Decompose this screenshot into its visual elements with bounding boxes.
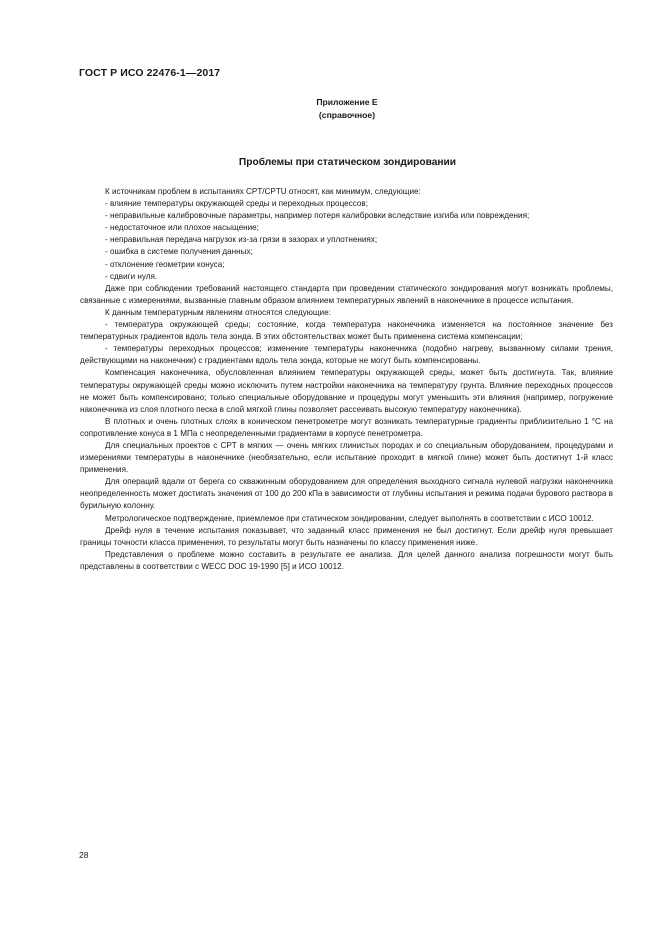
paragraph: Представления о проблеме можно составить в результате ее анализа. Для целей данного анализа погрешности могут быть представлены в соответствии с WECC DOC 19-1990 [5] и ИСО 10012. <box>80 549 613 571</box>
paragraph: Компенсация наконечника, обусловленная влиянием температуры окружающей среды, может быть достигнута. Так, влияние температуры окружающей среды можно исключить путем настройки наконечника на температуру грунта. Влияние переходных процессов не может быть компенсировано; только специальные оборудование и процедуры могут уменьшить эти влияния (например, погружение наконечника из слоя плотного песка в слой мягкой глины позволяет рассеивать высокую температуру наконечника). <box>80 368 613 414</box>
section-title-text: Проблемы при статическом зондировании <box>238 157 457 168</box>
annex-heading <box>0 96 661 122</box>
paragraph: Дрейф нуля в течение испытания показывает, что заданный класс применения не был достигнут. Если дрейф нуля превышает границы точности класса применения, то результаты могут быть назначены по классу применения ниже. <box>80 525 613 547</box>
paragraph: Для специальных проектов с CPT в мягких — очень мягких глинистых породах и со специальным оборудованием, процедурами и измерениями температуры в наконечнике (необязательно, если испытание проходит в мягкой глине) может быть достигнут 1-й класс применения. <box>80 440 613 475</box>
list-item: - влияние температуры окружающей среды и переходных процессов; <box>105 199 368 209</box>
list-item: - неправильные калибровочные параметры, например потеря калибровки вследствие изгиба или повреждения; <box>105 211 530 221</box>
list-item: - недостаточное или плохое насыщение; <box>105 223 259 233</box>
list-item: - температуры переходных процессов; изменение температуры наконечника (подобно нагреву, вызванному силами трения, действующими на наконечник) с градиентами вдоль тела зонда, которые не могут быть компенсированы. <box>80 344 613 366</box>
list-item: - отклонение геометрии конуса; <box>105 259 225 269</box>
annex-title: Приложение Е <box>316 97 378 107</box>
paragraph: В плотных и очень плотных слоях в коническом пенетрометре могут возникать температурные градиенты приблизительно 1 °С на сопротивление конуса в 1 МПа с неопределенными градиентами в корпусе пенетрометра. <box>80 416 613 438</box>
list-item: - ошибка в системе получения данных; <box>105 247 253 257</box>
list-item: - температура окружающей среды; состояние, когда температура наконечника изменяется на постоянное значение без температурных градиентов вдоль тела зонда. В этих обстоятельствах может быть применена система компенсации; <box>80 320 613 342</box>
list-item: - неправильная передача нагрузок из-за грязи в зазорах и уплотнениях; <box>105 235 378 245</box>
section-title <box>0 157 661 168</box>
page-number: 28 <box>79 850 89 860</box>
paragraph: Для операций вдали от берега со скважинным оборудованием для определения выходного сигнала нулевой нагрузки наконечника неопределенность может достигать значения от 100 до 200 кПа в зависимости от глубины испытания и режима подачи бурового раствора в бурильную колонну. <box>80 477 613 511</box>
paragraph: Даже при соблюдении требований настоящего стандарта при проведении статического зондирования могут возникать проблемы, связанные с измерениями, вызванные главным образом влиянием температурных явлений в наконечнике в процессе испытания. <box>80 283 613 305</box>
paragraph: К источникам проблем в испытаниях CPT/CPTU относят, как минимум, следующие: <box>105 187 421 196</box>
document-header: ГОСТ Р ИСО 22476-1—2017 <box>79 67 221 79</box>
document-body <box>80 186 613 573</box>
list-item: - сдвиги нуля. <box>105 271 158 281</box>
annex-type: (справочное) <box>318 110 376 120</box>
paragraph: Метрологическое подтверждение, приемлемое при статическом зондировании, следует выполнять в соответствии с ИСО 10012. <box>105 513 594 523</box>
paragraph: К данным температурным явлениям относятся следующие: <box>105 307 331 317</box>
